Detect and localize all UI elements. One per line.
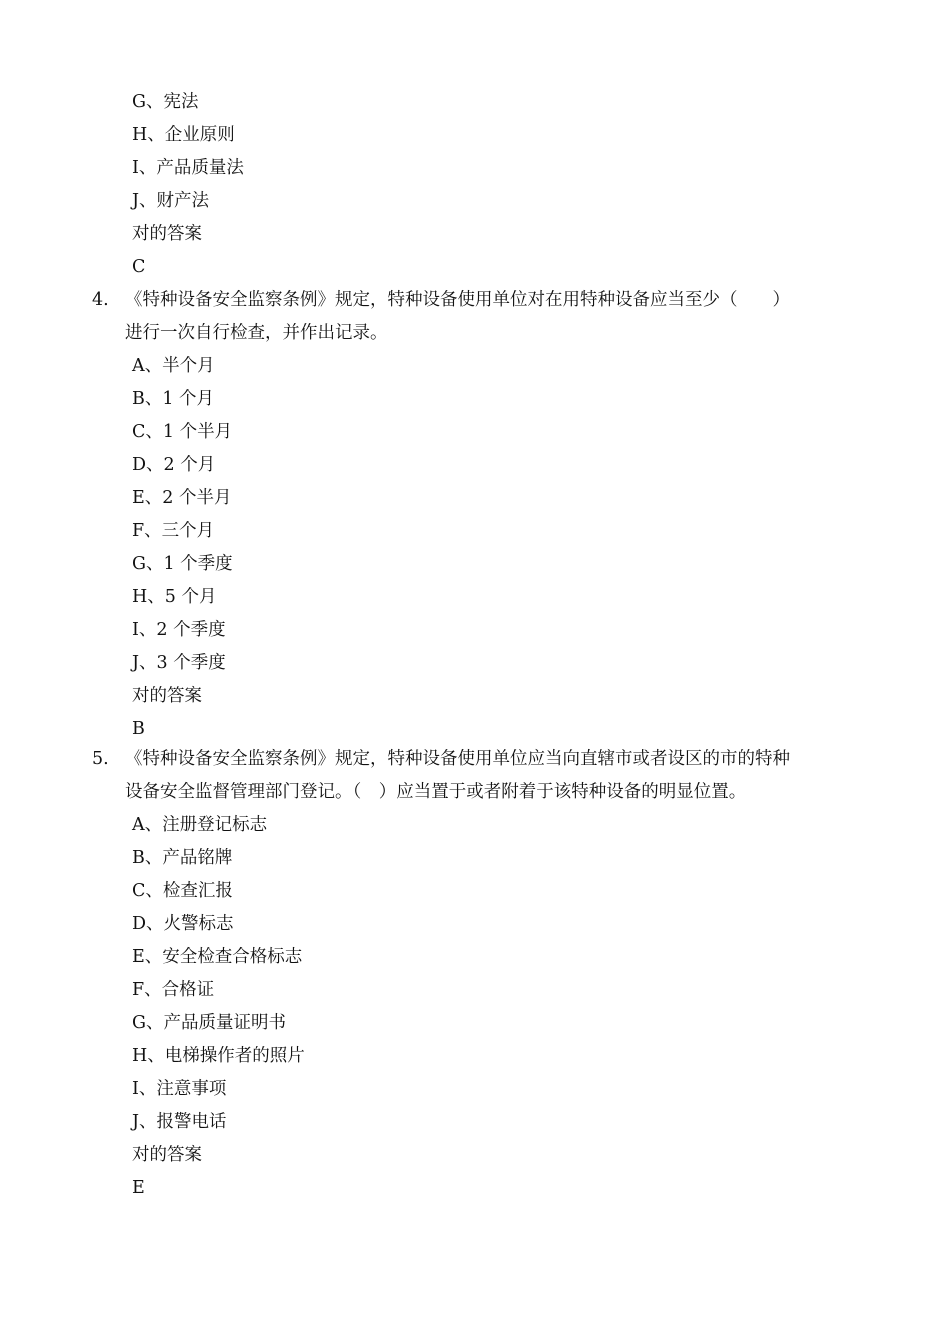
option-h: H、5 个月	[132, 587, 217, 607]
option-h: H、电梯操作者的照片	[132, 1046, 305, 1066]
option-e: E、安全检查合格标志	[132, 947, 303, 967]
option-d: D、2 个月	[132, 455, 216, 475]
option-e: E、2 个半月	[132, 488, 232, 508]
option-d: D、火警标志	[132, 914, 234, 934]
option-a: A、注册登记标志	[132, 815, 268, 835]
question-text: 《特种设备安全监察条例》规定，特种设备使用单位对在用特种设备应当至少（ ）	[125, 290, 790, 310]
option-j: J、报警电话	[132, 1112, 227, 1132]
option-b: B、1 个月	[132, 389, 215, 409]
option-j: J、3 个季度	[132, 653, 226, 673]
option-g: G、1 个季度	[132, 554, 233, 574]
question-stem-line-2: 进行一次自行检查，并作出记录。	[125, 323, 388, 343]
option-c: C、1 个半月	[132, 422, 233, 442]
question-5	[0, 743, 950, 1205]
answer-value: B	[132, 719, 145, 739]
previous-question-continuation	[0, 86, 950, 284]
option-i: I、2 个季度	[132, 620, 226, 640]
question-text: 《特种设备安全监察条例》规定，特种设备使用单位应当向直辖市或者设区的市的特种	[125, 749, 790, 769]
option-g: G、产品质量证明书	[132, 1013, 286, 1033]
question-stem-line-1	[0, 284, 950, 317]
option-f: F、三个月	[132, 521, 215, 541]
answer-value: C	[132, 257, 146, 277]
question-stem-line-1	[0, 743, 950, 776]
answer-label: 对的答案	[132, 686, 202, 706]
question-stem-line-2: 设备安全监督管理部门登记。（ ）应当置于或者附着于该特种设备的明显位置。	[125, 782, 747, 802]
option-f: F、合格证	[132, 980, 215, 1000]
option-h: H、企业原则	[132, 125, 235, 145]
option-i: I、产品质量法	[132, 158, 244, 178]
question-4	[0, 284, 950, 746]
option-c: C、检查汇报	[132, 881, 233, 901]
option-b: B、产品铭牌	[132, 848, 233, 868]
answer-label: 对的答案	[132, 224, 202, 244]
option-i: I、注意事项	[132, 1079, 227, 1099]
option-a: A、半个月	[132, 356, 215, 376]
option-j: J、财产法	[132, 191, 210, 211]
question-number: 5.	[92, 749, 109, 769]
option-g: G、宪法	[132, 92, 199, 112]
answer-value: E	[132, 1178, 145, 1198]
question-number: 4.	[92, 290, 109, 310]
answer-label: 对的答案	[132, 1145, 202, 1165]
